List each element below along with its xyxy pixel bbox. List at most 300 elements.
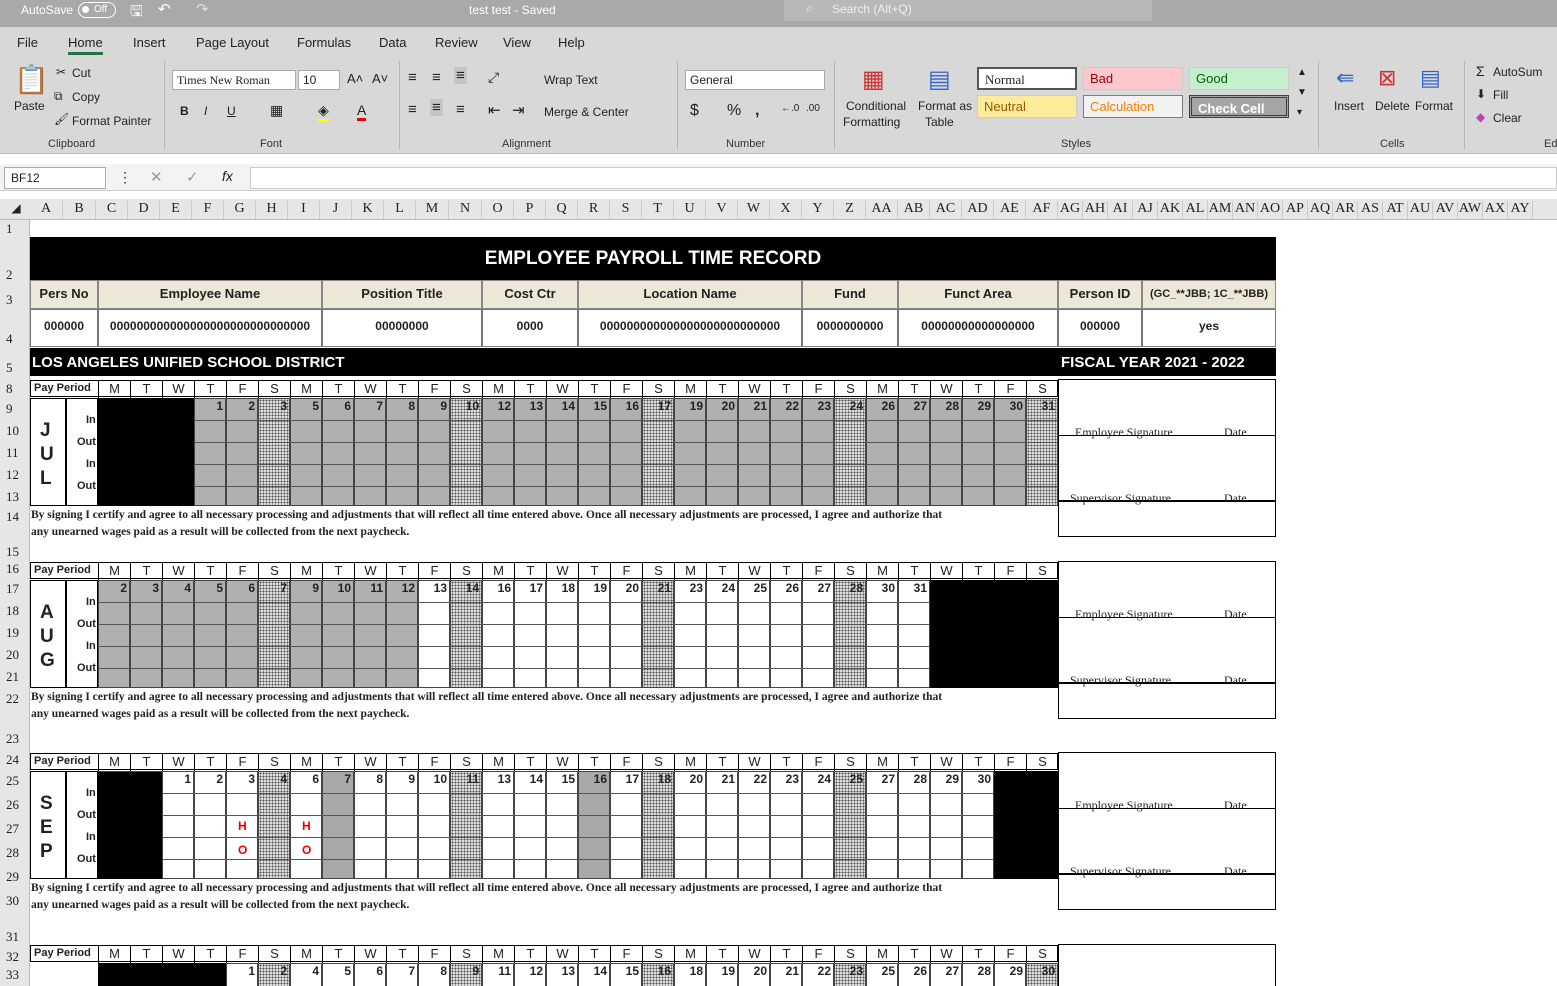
day-cell[interactable] — [482, 398, 514, 506]
borders-icon[interactable]: ▦ — [270, 102, 284, 118]
day-cell[interactable] — [258, 771, 290, 879]
format-as-table-button[interactable]: Format as — [918, 99, 973, 113]
menu-data[interactable]: Data — [379, 35, 407, 50]
day-cell[interactable] — [450, 580, 482, 688]
day-letter: W — [162, 946, 194, 963]
date-number: 28 — [945, 399, 959, 413]
column-header[interactable]: O — [482, 201, 514, 220]
certification-text: By signing I certify and agree to all necessary processing and adjustments that will reflect all time entered above. Once all necessary adjustments are processed, I agree and authorize that — [31, 882, 943, 894]
date-number: 19 — [593, 581, 607, 595]
day-cell[interactable] — [802, 398, 834, 506]
row-header[interactable]: 12 — [6, 467, 19, 482]
day-cell[interactable] — [674, 398, 706, 506]
column-header[interactable]: S — [610, 201, 642, 220]
day-cell[interactable] — [962, 398, 994, 506]
month-letter: E — [40, 817, 53, 838]
fill-color-icon[interactable]: ◈ — [318, 102, 329, 122]
day-cell[interactable] — [834, 580, 866, 688]
menu-insert[interactable]: Insert — [133, 35, 166, 50]
day-cell[interactable] — [546, 398, 578, 506]
bold-icon[interactable]: B — [180, 104, 189, 118]
align-right-icon[interactable]: ≡ — [456, 101, 465, 118]
column-header[interactable]: AB — [898, 201, 930, 220]
day-cell[interactable] — [930, 398, 962, 506]
column-header[interactable]: AW — [1458, 201, 1483, 220]
column-header[interactable]: AO — [1258, 201, 1283, 220]
day-cell[interactable] — [258, 580, 290, 688]
value-cell[interactable]: 000000000000000000000000000000 — [98, 309, 322, 347]
header-cell: Cost Ctr — [482, 280, 578, 309]
column-header[interactable]: AU — [1408, 201, 1433, 220]
day-cell[interactable] — [354, 398, 386, 506]
menu-formulas[interactable]: Formulas — [297, 35, 352, 50]
column-header[interactable]: T — [642, 201, 674, 220]
column-header[interactable]: AD — [962, 201, 994, 220]
menu-file[interactable]: File — [17, 35, 38, 50]
day-cell[interactable] — [706, 771, 738, 879]
style-check-cell[interactable]: Check Cell — [1189, 95, 1289, 118]
search-box[interactable] — [784, 0, 1152, 21]
day-cell[interactable] — [802, 771, 834, 879]
day-cell[interactable] — [354, 771, 386, 879]
row-header[interactable]: 20 — [6, 647, 19, 662]
column-header[interactable]: AY — [1508, 201, 1533, 220]
menu-view[interactable]: View — [503, 35, 531, 50]
formula-input[interactable] — [250, 167, 1557, 189]
day-letter: S — [834, 754, 866, 771]
date-number: 3 — [152, 581, 159, 595]
paste-button[interactable]: Paste — [14, 99, 45, 113]
holiday-marker: O — [238, 843, 248, 857]
orientation-icon[interactable]: ⤢ — [488, 69, 500, 85]
day-cell[interactable] — [578, 398, 610, 506]
value-cell[interactable]: 0000 — [482, 309, 578, 347]
column-header[interactable]: F — [192, 201, 224, 220]
style-good[interactable]: Good — [1189, 67, 1289, 90]
date-number: 10 — [465, 399, 479, 413]
menu-bar — [0, 27, 1557, 55]
column-header[interactable]: J — [320, 201, 352, 220]
column-header[interactable]: G — [224, 201, 256, 220]
cut-button[interactable]: Cut — [72, 66, 91, 80]
row-header[interactable]: 24 — [6, 752, 19, 767]
day-cell[interactable] — [322, 580, 354, 688]
column-header[interactable]: AT — [1383, 201, 1408, 220]
day-cell[interactable] — [642, 398, 674, 506]
pay-period-label: Pay Period — [34, 382, 91, 394]
in-label: In — [86, 831, 96, 843]
increase-decimal-icon[interactable]: ←.0 — [781, 103, 800, 114]
page-title: EMPLOYEE PAYROLL TIME RECORD — [484, 248, 822, 269]
grow-font-icon[interactable]: A˄ — [347, 71, 364, 86]
day-cell[interactable] — [578, 771, 610, 879]
column-header[interactable]: H — [256, 201, 288, 220]
autosave-toggle[interactable]: Off — [78, 2, 116, 18]
day-cell[interactable] — [322, 398, 354, 506]
increase-indent-icon[interactable]: ⇥ — [512, 102, 525, 119]
row-header[interactable]: 13 — [6, 489, 19, 504]
italic-icon[interactable]: I — [204, 104, 208, 118]
day-letter: F — [418, 754, 450, 771]
column-header[interactable]: AH — [1083, 201, 1108, 220]
day-cell[interactable] — [706, 580, 738, 688]
day-cell[interactable] — [866, 771, 898, 879]
row-header[interactable]: 33 — [6, 967, 19, 982]
day-cell[interactable] — [162, 580, 194, 688]
holiday-marker: O — [302, 843, 312, 857]
day-cell[interactable] — [162, 771, 194, 879]
day-cell[interactable] — [898, 771, 930, 879]
clear-button[interactable]: Clear — [1493, 111, 1522, 125]
row-header[interactable]: 25 — [6, 773, 19, 788]
fill-button[interactable]: Fill — [1493, 88, 1509, 102]
column-header[interactable]: AE — [994, 201, 1026, 220]
day-cell[interactable] — [770, 398, 802, 506]
format-painter-button[interactable]: Format Painter — [72, 114, 152, 128]
day-cell[interactable] — [98, 580, 130, 688]
styles-scroll-up-icon[interactable]: ▲ — [1297, 67, 1307, 78]
value-cell[interactable]: 00000000000000000 — [898, 309, 1058, 347]
column-header[interactable]: B — [63, 201, 96, 220]
menu-review[interactable]: Review — [435, 35, 478, 50]
row-header[interactable]: 3 — [6, 292, 13, 307]
day-cell[interactable] — [1026, 398, 1058, 506]
menu-page-layout[interactable]: Page Layout — [196, 35, 270, 50]
day-letter: T — [130, 754, 162, 771]
date-number: 19 — [721, 964, 735, 978]
day-cell[interactable] — [226, 398, 258, 506]
column-header[interactable]: U — [674, 201, 706, 220]
date-number: 12 — [497, 399, 511, 413]
row-header[interactable]: 9 — [6, 401, 13, 416]
row-header[interactable]: 17 — [6, 581, 19, 596]
day-cell[interactable] — [930, 771, 962, 879]
currency-icon[interactable]: $ — [690, 102, 699, 119]
select-all-icon[interactable]: ◢ — [11, 201, 21, 215]
day-letter: W — [930, 563, 962, 580]
day-cell[interactable] — [802, 580, 834, 688]
column-header[interactable]: Q — [546, 201, 578, 220]
date-number: 4 — [280, 772, 287, 786]
align-bottom-icon[interactable]: ≡ — [456, 67, 465, 84]
day-cell[interactable] — [546, 771, 578, 879]
day-cell[interactable] — [386, 398, 418, 506]
day-cell[interactable] — [610, 771, 642, 879]
day-cell[interactable] — [418, 580, 450, 688]
value-cell[interactable]: 0000000000 — [802, 309, 898, 347]
day-cell[interactable] — [418, 771, 450, 879]
column-header[interactable]: AI — [1108, 201, 1133, 220]
row-header[interactable]: 16 — [6, 561, 19, 576]
row-header[interactable]: 30 — [6, 893, 19, 908]
style-normal[interactable]: Normal — [977, 67, 1077, 90]
column-header[interactable]: AR — [1333, 201, 1358, 220]
day-letter: W — [354, 563, 386, 580]
align-top-icon[interactable]: ≡ — [408, 69, 417, 86]
row-header[interactable]: 5 — [6, 360, 13, 375]
day-letter: M — [290, 381, 322, 398]
day-letter: S — [258, 381, 290, 398]
style-neutral[interactable]: Neutral — [977, 95, 1077, 118]
day-cell[interactable] — [258, 398, 290, 506]
row-header[interactable]: 18 — [6, 603, 19, 618]
conditional-formatting-button[interactable]: Conditional — [846, 99, 907, 113]
day-letter: T — [898, 754, 930, 771]
day-cell[interactable] — [770, 580, 802, 688]
certification-text: any unearned wages paid as a result will be collected from the next paycheck. — [31, 708, 410, 720]
supervisor-signature-label: Supervisor Signature — [1070, 673, 1171, 687]
date-number: 9 — [440, 399, 447, 413]
day-cell[interactable] — [386, 771, 418, 879]
employee-signature-label: Employee Signature — [1075, 798, 1173, 812]
blocked-days — [98, 772, 162, 879]
column-header[interactable]: AQ — [1308, 201, 1333, 220]
row-header[interactable]: 8 — [6, 381, 13, 396]
decrease-indent-icon[interactable]: ⇤ — [488, 102, 501, 119]
column-header[interactable]: Y — [802, 201, 834, 220]
day-cell[interactable] — [898, 580, 930, 688]
pay-period-label: Pay Period — [34, 564, 91, 576]
undo-icon[interactable]: ↶ — [158, 1, 171, 18]
worksheet[interactable] — [30, 220, 1557, 986]
date-number: 21 — [657, 581, 671, 595]
row-header[interactable]: 28 — [6, 845, 19, 860]
day-letter: M — [98, 381, 130, 398]
font-size-select[interactable]: 10 — [298, 70, 340, 90]
value-cell[interactable]: 000000 — [1058, 309, 1142, 347]
search-input[interactable]: Search (Alt+Q) — [832, 2, 912, 16]
day-letter: T — [386, 381, 418, 398]
day-letter: S — [450, 381, 482, 398]
row-header[interactable]: 26 — [6, 797, 19, 812]
day-cell[interactable] — [738, 771, 770, 879]
styles-scroll-down-icon[interactable]: ▼ — [1297, 87, 1307, 98]
menu-help[interactable]: Help — [558, 35, 585, 50]
date-number: 5 — [216, 581, 223, 595]
alignment-group-label: Alignment — [502, 138, 551, 150]
day-cell[interactable] — [450, 771, 482, 879]
underline-icon[interactable]: U — [227, 104, 236, 118]
day-cell[interactable] — [130, 580, 162, 688]
day-cell[interactable] — [578, 580, 610, 688]
copy-button[interactable]: Copy — [72, 90, 101, 104]
day-cell[interactable] — [194, 580, 226, 688]
wrap-text-button[interactable]: Wrap Text — [544, 73, 598, 87]
column-header[interactable]: X — [770, 201, 802, 220]
column-header[interactable]: A — [30, 201, 63, 220]
day-cell[interactable] — [834, 398, 866, 506]
day-cell[interactable] — [482, 580, 514, 688]
date-number: 3 — [248, 772, 255, 786]
column-header[interactable]: N — [449, 201, 482, 220]
day-letter: T — [130, 563, 162, 580]
column-header[interactable]: AP — [1283, 201, 1308, 220]
align-middle-icon[interactable]: ≡ — [432, 69, 441, 86]
day-cell[interactable] — [194, 771, 226, 879]
column-header[interactable]: W — [738, 201, 770, 220]
column-header[interactable]: E — [160, 201, 192, 220]
row-header[interactable]: 31 — [6, 929, 19, 944]
font-color-icon[interactable]: A — [357, 102, 366, 121]
day-cell[interactable] — [290, 580, 322, 688]
align-left-icon[interactable]: ≡ — [408, 101, 417, 118]
day-cell[interactable] — [226, 580, 258, 688]
column-header[interactable]: Z — [834, 201, 866, 220]
format-cells-button[interactable]: Format — [1415, 99, 1454, 113]
day-cell[interactable] — [514, 398, 546, 506]
merge-center-button[interactable]: Merge & Center — [544, 105, 629, 119]
day-cell[interactable] — [514, 771, 546, 879]
day-cell[interactable] — [642, 771, 674, 879]
column-header[interactable]: AX — [1483, 201, 1508, 220]
day-cell[interactable] — [610, 398, 642, 506]
day-cell[interactable] — [962, 771, 994, 879]
date-label: Date — [1224, 673, 1247, 687]
row-header[interactable]: 2 — [6, 267, 13, 282]
conditional-formatting-label2: Formatting — [843, 115, 901, 129]
menu-home[interactable]: Home — [68, 35, 103, 55]
search-icon: ⌕ — [806, 1, 813, 15]
column-header[interactable]: AL — [1183, 201, 1208, 220]
insert-function-icon[interactable]: fx — [222, 168, 233, 184]
date-label: Date — [1224, 425, 1247, 439]
value-cell[interactable]: yes — [1142, 309, 1276, 347]
value-cell[interactable]: 000000 — [30, 309, 98, 347]
district-name: LOS ANGELES UNIFIED SCHOOL DISTRICT — [32, 354, 345, 371]
column-header[interactable]: C — [96, 201, 128, 220]
day-letter: W — [354, 754, 386, 771]
number-format-select[interactable]: General — [685, 70, 825, 90]
day-cell[interactable] — [706, 398, 738, 506]
autosum-button[interactable]: AutoSum — [1493, 65, 1543, 79]
day-cell[interactable] — [322, 771, 354, 879]
shrink-font-icon[interactable]: A˅ — [372, 71, 389, 86]
column-header[interactable]: AS — [1358, 201, 1383, 220]
row-header[interactable]: 15 — [6, 544, 19, 559]
row-header[interactable]: 32 — [6, 949, 19, 964]
font-name-select[interactable]: Times New Roman — [172, 70, 296, 90]
value-cell[interactable]: 000000000000000000000000000 — [578, 309, 802, 347]
row-header[interactable]: 1 — [6, 221, 13, 236]
day-cell[interactable] — [866, 580, 898, 688]
row-header[interactable]: 22 — [6, 691, 19, 706]
column-header[interactable]: AK — [1158, 201, 1183, 220]
date-number: 30 — [977, 772, 991, 786]
day-cell[interactable] — [898, 398, 930, 506]
column-header[interactable]: AN — [1233, 201, 1258, 220]
day-cell[interactable] — [738, 398, 770, 506]
day-letter: W — [546, 754, 578, 771]
in-label: In — [86, 640, 96, 652]
day-cell[interactable] — [514, 580, 546, 688]
paste-icon[interactable]: 📋 — [14, 64, 49, 95]
day-cell[interactable] — [418, 398, 450, 506]
day-cell[interactable] — [834, 771, 866, 879]
style-calculation[interactable]: Calculation — [1083, 95, 1183, 118]
day-cell[interactable] — [546, 580, 578, 688]
ribbon — [0, 55, 1557, 154]
day-letter: T — [962, 563, 994, 580]
percent-icon[interactable]: % — [727, 102, 742, 119]
row-header[interactable]: 11 — [6, 445, 19, 460]
value-cell[interactable]: 00000000 — [322, 309, 482, 347]
date-number: 2 — [248, 399, 255, 413]
column-header[interactable]: AJ — [1133, 201, 1158, 220]
column-header[interactable]: AF — [1026, 201, 1058, 220]
day-cell[interactable] — [738, 580, 770, 688]
document-title: test test - Saved — [469, 3, 556, 17]
day-cell[interactable] — [482, 771, 514, 879]
redo-icon[interactable]: ↷ — [196, 1, 209, 18]
day-cell[interactable] — [354, 580, 386, 688]
styles-more-icon[interactable]: ▾ — [1297, 107, 1303, 118]
date-number: 17 — [625, 772, 639, 786]
save-icon[interactable]: 🖫 — [130, 3, 143, 20]
row-header[interactable]: 14 — [6, 509, 19, 524]
day-cell[interactable] — [386, 580, 418, 688]
name-box[interactable]: BF12 — [4, 167, 106, 189]
day-cell[interactable] — [866, 398, 898, 506]
row-header[interactable]: 29 — [6, 869, 19, 884]
delete-cells-button[interactable]: Delete — [1375, 99, 1410, 113]
day-letter: T — [578, 381, 610, 398]
day-cell[interactable] — [674, 771, 706, 879]
row-header[interactable]: 4 — [6, 331, 13, 346]
day-cell[interactable] — [674, 580, 706, 688]
day-letter: S — [1026, 946, 1058, 963]
day-cell[interactable] — [994, 398, 1026, 506]
row-header[interactable]: 21 — [6, 669, 19, 684]
day-cell[interactable] — [770, 771, 802, 879]
enter-icon[interactable]: ✓ — [186, 169, 199, 186]
decrease-decimal-icon[interactable]: .00 — [806, 103, 820, 114]
day-letter: M — [674, 946, 706, 963]
row-header[interactable]: 23 — [6, 731, 19, 746]
more-options-icon[interactable]: ⋮ — [118, 169, 132, 185]
row-header[interactable]: 19 — [6, 625, 19, 640]
column-header[interactable]: AA — [866, 201, 898, 220]
column-header[interactable]: AC — [930, 201, 962, 220]
comma-icon[interactable]: , — [755, 102, 760, 119]
align-center-icon[interactable]: ≡ — [432, 99, 441, 116]
column-header[interactable]: AM — [1208, 201, 1233, 220]
day-cell[interactable] — [450, 398, 482, 506]
day-cell[interactable] — [642, 580, 674, 688]
day-letter: T — [514, 563, 546, 580]
day-cell[interactable] — [610, 580, 642, 688]
row-header[interactable]: 27 — [6, 821, 19, 836]
day-letter: W — [546, 381, 578, 398]
column-header[interactable]: AV — [1433, 201, 1458, 220]
date-number: 24 — [849, 399, 863, 413]
row-header[interactable]: 10 — [6, 423, 19, 438]
insert-cells-button[interactable]: Insert — [1334, 99, 1365, 113]
column-header[interactable]: M — [416, 201, 449, 220]
column-header[interactable]: P — [514, 201, 546, 220]
day-letter: S — [1026, 754, 1058, 771]
column-header[interactable]: V — [706, 201, 738, 220]
cancel-icon[interactable]: ✕ — [150, 169, 163, 186]
column-header[interactable]: K — [352, 201, 384, 220]
column-header[interactable]: AG — [1058, 201, 1083, 220]
style-bad[interactable]: Bad — [1083, 67, 1183, 90]
column-header[interactable]: D — [128, 201, 160, 220]
column-header[interactable]: I — [288, 201, 320, 220]
column-header[interactable]: R — [578, 201, 610, 220]
day-cell[interactable] — [290, 398, 322, 506]
day-cell[interactable] — [194, 398, 226, 506]
column-header[interactable]: L — [384, 201, 416, 220]
